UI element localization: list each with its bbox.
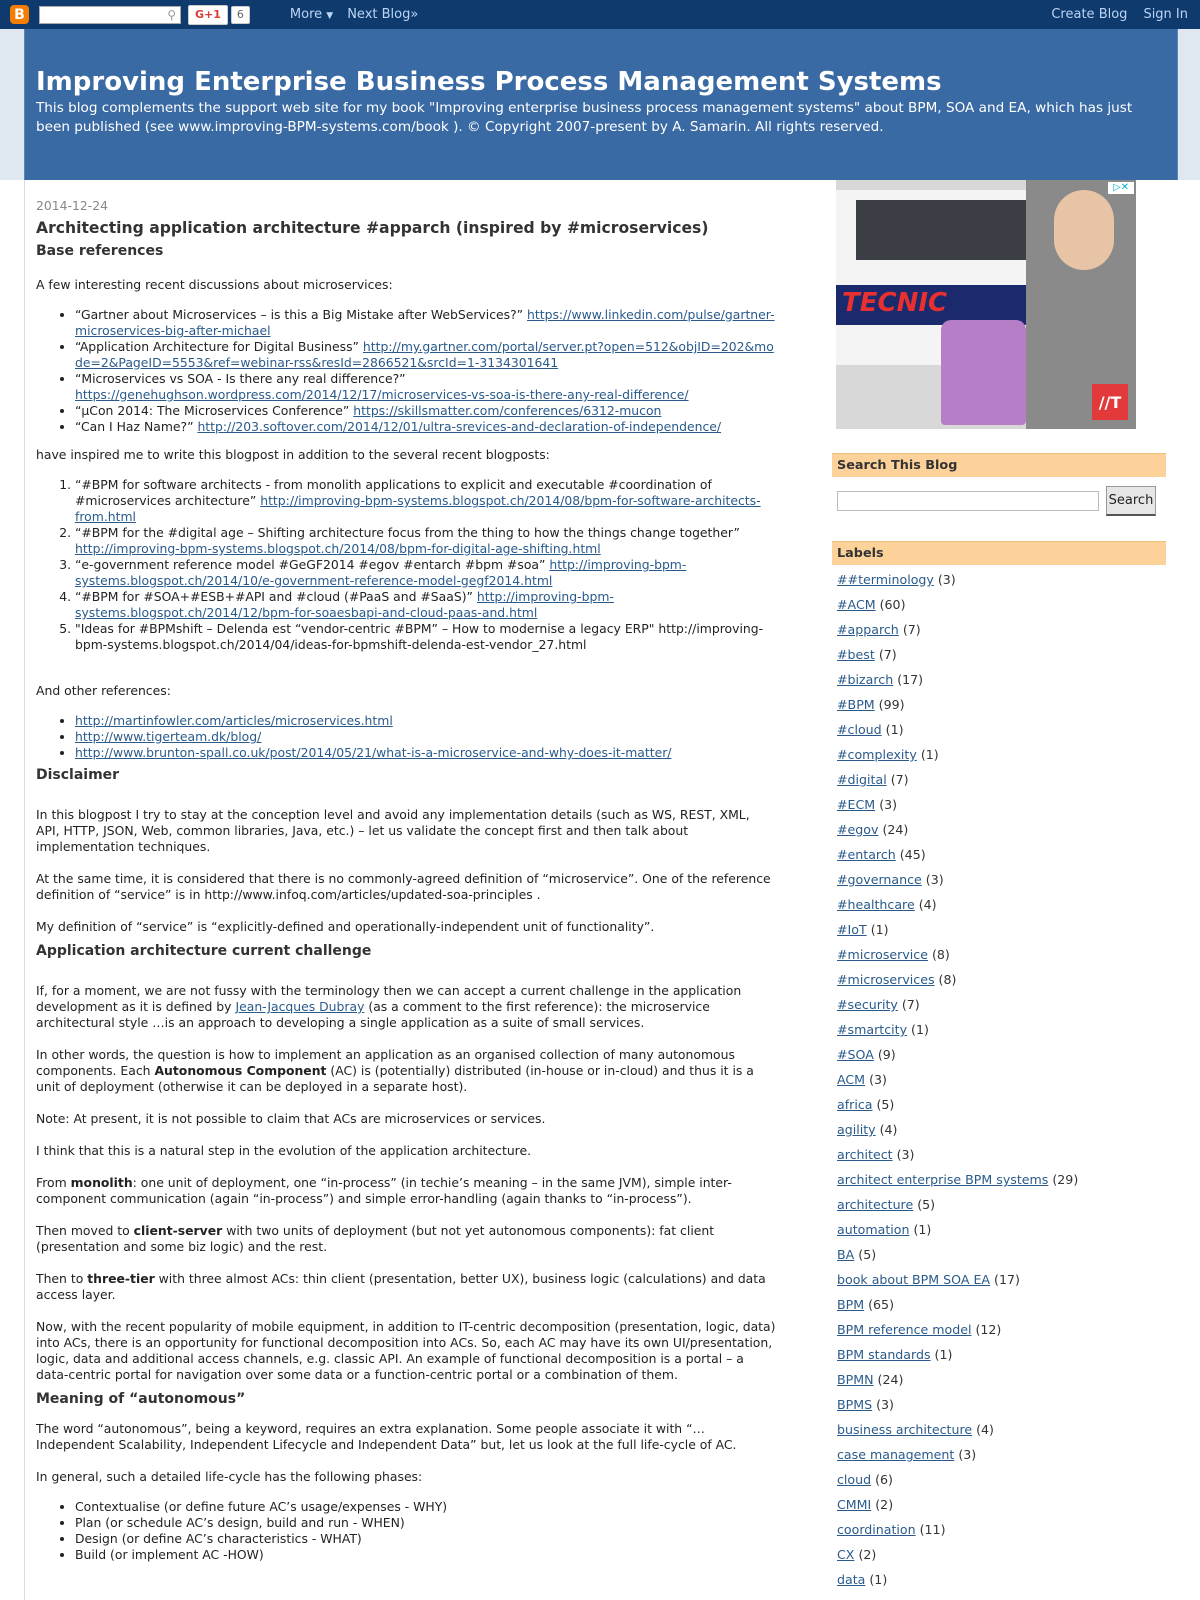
label-item — [837, 1021, 1157, 1046]
label-link[interactable]: CX — [837, 1547, 855, 1562]
inspired-text: have inspired me to write this blogpost in addition to the several recent blogposts: — [36, 447, 550, 462]
label-item — [837, 596, 1157, 621]
list-item — [75, 745, 776, 761]
label-count: (17) — [994, 1272, 1020, 1287]
label-link[interactable]: #entarch — [837, 847, 896, 862]
label-item — [837, 1321, 1157, 1346]
label-item — [837, 1471, 1157, 1496]
disclaimer-paragraph: My definition of “service” is “explicitly-defined and operationally-independent unit of functionality”. — [36, 919, 655, 934]
blog-search-input[interactable] — [837, 491, 1099, 511]
search-widget-title: Search This Blog — [832, 453, 1166, 477]
ad-car-window — [856, 200, 1046, 260]
list-item — [75, 589, 776, 621]
header-background — [0, 29, 1200, 180]
label-item — [837, 621, 1157, 646]
ref-link[interactable]: http://203.softover.com/2014/12/01/ultra-srevices-and-declaration-of-independence/ — [197, 419, 722, 434]
label-item — [837, 1146, 1157, 1171]
gplus-count: 6 — [231, 6, 250, 24]
label-link[interactable]: #IoT — [837, 922, 867, 937]
label-count: (4) — [918, 897, 937, 912]
bold-text: three-tier — [87, 1271, 155, 1286]
other-refs-text: And other references: — [36, 683, 171, 698]
label-item — [837, 996, 1157, 1021]
text: If, for a moment, we are not fussy with the terminology then we can accept a current challenge in the application development as it is defined by — [36, 983, 742, 1014]
references-list-2 — [36, 477, 776, 653]
heading-disclaimer: Disclaimer — [36, 767, 120, 783]
label-count: (9) — [877, 1047, 896, 1062]
label-count: (17) — [897, 672, 924, 687]
label-count: (2) — [875, 1497, 894, 1512]
disclaimer-paragraph: In this blogpost I try to stay at the conception level and avoid any implementation details (such as WS, REST, XML, API, HTTP, JSON, Web, common libraries, Java, etc.) – let us validate the concept first and then talk about implementation techniques. — [36, 807, 750, 854]
blogger-navbar — [0, 0, 1200, 29]
heading-autonomous: Meaning of “autonomous” — [36, 1391, 246, 1407]
ref-text: “Can I Haz Name?” — [75, 419, 198, 434]
references-list-1 — [36, 307, 776, 435]
label-count: (3) — [879, 797, 898, 812]
label-item — [837, 1396, 1157, 1421]
label-item — [837, 771, 1157, 796]
label-link[interactable]: BPM — [837, 1297, 865, 1312]
challenge-paragraph — [36, 1271, 776, 1303]
challenge-paragraph — [36, 1047, 776, 1095]
challenge-paragraph — [36, 1175, 776, 1207]
label-item — [837, 1121, 1157, 1146]
list-item — [75, 371, 776, 403]
label-count: (3) — [869, 1072, 887, 1087]
ref-text: “#BPM for #SOA+#ESB+#API and #cloud (#PaaS and #SaaS)” — [75, 589, 477, 604]
label-count: (7) — [901, 997, 920, 1012]
ref-link[interactable]: http://martinfowler.com/articles/microservices.html — [75, 713, 393, 728]
label-item — [837, 1046, 1157, 1071]
label-count: (1) — [920, 747, 939, 762]
label-count: (1) — [934, 1347, 953, 1362]
label-link[interactable]: case management — [837, 1447, 955, 1462]
blog-description: This blog complements the support web site for my book "Improving enterprise business process management systems" about BPM, SOA and EA, which has just been published (see www.improving-BPM-systems.com/book ). © Copyright 2007-present by A. Samarin. All rights reserved. — [36, 100, 1133, 135]
label-count: (7) — [890, 772, 909, 787]
text: (as a comment to the first reference): the microservice architectural style …is an approach to developing a single application as a suite of small services. — [36, 999, 710, 1030]
text: Then moved to — [36, 1223, 134, 1238]
list-item — [75, 729, 776, 745]
search-button[interactable]: Search — [1106, 486, 1156, 516]
blog-post — [36, 198, 776, 1575]
label-link[interactable]: agility — [837, 1122, 876, 1137]
label-link[interactable]: BPM reference model — [837, 1322, 972, 1337]
ref-text: “Microservices vs SOA - Is there any real difference?” — [75, 371, 406, 386]
ref-link[interactable]: https://skillsmatter.com/conferences/6312-mucon — [353, 403, 662, 418]
label-link[interactable]: #complexity — [837, 747, 917, 762]
ad-logo-badge: //T — [1092, 384, 1128, 420]
label-link[interactable]: #best — [837, 647, 875, 662]
label-count: (1) — [870, 922, 889, 937]
label-count: (1) — [911, 1022, 929, 1037]
ad-brand-text: TECNIC — [842, 288, 948, 318]
label-link[interactable]: architect — [837, 1147, 893, 1162]
label-link[interactable]: business architecture — [837, 1422, 973, 1437]
label-count: (8) — [938, 972, 957, 987]
navbar-search-input[interactable] — [39, 6, 181, 24]
label-item — [837, 971, 1157, 996]
label-item — [837, 1271, 1157, 1296]
challenge-paragraph: Now, with the recent popularity of mobile equipment, in addition to IT-centric decomposition (presentation, logic, data) into ACs, there is an opportunity for functional decomposition into ACs. So, each AC may have its own UI/presentation, logic, data and additional access channels, e.g. classic API. An example of functional decomposition is a portal – a data-centric portal for navigation over some data or a function-centric portal or a combination of them. — [36, 1319, 776, 1382]
label-count: (6) — [875, 1472, 893, 1487]
label-count: (7) — [902, 622, 921, 637]
references-list-3 — [36, 713, 776, 761]
main-column — [24, 180, 807, 1600]
list-item — [75, 713, 776, 729]
labels-widget-title: Labels — [832, 541, 1166, 565]
label-item — [837, 1571, 1157, 1596]
label-link[interactable]: architecture — [837, 1197, 914, 1212]
label-link[interactable]: ACM — [837, 1072, 866, 1087]
ref-text: “#BPM for software architects - from monolith applications to explicit and executable #coordination of #microservices architecture” — [75, 477, 712, 508]
next-blog-link[interactable]: Next Blog» — [347, 7, 419, 22]
label-item — [837, 721, 1157, 746]
gplus-button[interactable]: G+1 — [188, 5, 228, 25]
list-item — [75, 525, 776, 557]
challenge-paragraph: I think that this is a natural step in the evolution of the application architecture. — [36, 1143, 532, 1158]
label-count: (60) — [879, 597, 906, 612]
blogger-logo-icon[interactable]: B — [10, 5, 29, 24]
label-item — [837, 821, 1157, 846]
ref-link[interactable]: https://www.linkedin.com/pulse/gartner-microservices-big-after-michael — [75, 307, 775, 338]
bold-text: monolith — [70, 1175, 133, 1190]
challenge-paragraph — [36, 983, 776, 1031]
label-count: (99) — [878, 697, 905, 712]
heading-base-references: Base references — [36, 243, 164, 259]
label-link[interactable]: #ECM — [837, 797, 876, 812]
adchoices-icon[interactable]: ▷✕ — [1108, 182, 1134, 194]
list-item — [75, 557, 776, 589]
label-link[interactable]: ##terminology — [837, 572, 934, 587]
label-count: (3) — [896, 1147, 915, 1162]
ref-link[interactable]: http://improving-bpm-systems.blogspot.ch/2014/08/bpm-for-digital-age-shifting.html — [75, 541, 601, 556]
text: with two units of deployment (but not yet autonomous components): fat client (presentation and some biz logic) and the rest. — [36, 1223, 715, 1254]
label-link[interactable]: #egov — [837, 822, 879, 837]
label-item — [837, 571, 1157, 596]
label-link[interactable]: #digital — [837, 772, 887, 787]
list-item — [75, 339, 776, 371]
label-item — [837, 871, 1157, 896]
label-item — [837, 1371, 1157, 1396]
label-item — [837, 1246, 1157, 1271]
more-menu[interactable] — [290, 7, 333, 22]
label-item — [837, 796, 1157, 821]
text: In other words, the question is how to implement an application as an organised collection of many autonomous components. Each — [36, 1047, 735, 1078]
advertisement-banner[interactable] — [836, 180, 1136, 429]
ad-face-image — [1054, 190, 1114, 270]
ref-text: “Gartner about Microservices – is this a Big Mistake after WebServices?” — [75, 307, 528, 322]
label-item — [837, 1071, 1157, 1096]
label-link[interactable]: #healthcare — [837, 897, 915, 912]
label-count: (1) — [869, 1572, 888, 1587]
label-link[interactable]: BPMS — [837, 1397, 873, 1412]
label-count: (5) — [876, 1097, 895, 1112]
bold-text: client-server — [133, 1223, 223, 1238]
label-link[interactable]: CMMI — [837, 1497, 872, 1512]
list-item — [75, 307, 776, 339]
label-count: (11) — [919, 1522, 946, 1537]
label-count: (29) — [1052, 1172, 1079, 1187]
ref-link[interactable]: http://www.brunton-spall.co.uk/post/2014/05/21/what-is-a-microservice-and-why-does-it-matter/ — [75, 745, 672, 760]
label-count: (12) — [975, 1322, 1002, 1337]
label-count: (5) — [917, 1197, 936, 1212]
text: From — [36, 1175, 71, 1190]
search-icon[interactable]: ⚲ — [167, 7, 176, 22]
label-link[interactable]: #smartcity — [837, 1022, 908, 1037]
label-link[interactable]: #microservice — [837, 947, 928, 962]
label-item — [837, 946, 1157, 971]
create-blog-link[interactable]: Create Blog — [1051, 7, 1128, 22]
ref-text: “e-government reference model #GeGF2014 #egov #entarch #bpm #soa” — [75, 557, 550, 572]
labels-list — [837, 571, 1157, 1596]
label-item — [837, 1221, 1157, 1246]
list-item — [75, 403, 776, 419]
ref-text: “µCon 2014: The Microservices Conference” — [75, 403, 354, 418]
author-link[interactable]: Jean-Jacques Dubray — [235, 999, 365, 1014]
label-item — [837, 1421, 1157, 1446]
label-count: (45) — [899, 847, 926, 862]
disclaimer-paragraph: At the same time, it is considered that there is no commonly-agreed definition of “microservice”. One of the reference definition of “service” is in http://www.infoq.com/articles/updated-soa-principles . — [36, 871, 771, 902]
label-item — [837, 746, 1157, 771]
label-item — [837, 1346, 1157, 1371]
label-link[interactable]: africa — [837, 1097, 873, 1112]
label-item — [837, 1171, 1157, 1196]
label-count: (3) — [925, 872, 944, 887]
label-item — [837, 1496, 1157, 1521]
label-link[interactable]: cloud — [837, 1472, 872, 1487]
label-link[interactable]: architect enterprise BPM systems — [837, 1172, 1049, 1187]
challenge-paragraph — [36, 1223, 776, 1255]
label-link[interactable]: data — [837, 1572, 866, 1587]
autonomous-paragraph: The word “autonomous”, being a keyword, requires an extra explanation. Some people associate it with “…Independent Scalability, Independent Lifecycle and Independent Data” but, let us look at the full life-cycle of AC. — [36, 1421, 737, 1452]
label-item — [837, 1521, 1157, 1546]
label-link[interactable]: #ACM — [837, 597, 876, 612]
label-link[interactable]: BPMN — [837, 1372, 874, 1387]
label-link[interactable]: BA — [837, 1247, 855, 1262]
list-item — [75, 477, 776, 525]
ref-link[interactable]: http://improving-bpm-systems.blogspot.ch/2014/08/bpm-for-software-architects-from.html — [75, 493, 761, 524]
label-count: (1) — [913, 1222, 932, 1237]
label-link[interactable]: book about BPM SOA EA — [837, 1272, 991, 1287]
label-count: (5) — [858, 1247, 877, 1262]
ref-link[interactable]: http://www.tigerteam.dk/blog/ — [75, 729, 262, 744]
label-item — [837, 1096, 1157, 1121]
list-item: • Design (or define AC’s characteristics - WHAT) — [75, 1531, 776, 1547]
list-item — [75, 621, 776, 653]
label-count: (4) — [879, 1122, 898, 1137]
label-item — [837, 1546, 1157, 1571]
label-link[interactable]: #cloud — [837, 722, 882, 737]
label-item — [837, 1446, 1157, 1471]
sign-in-link[interactable]: Sign In — [1143, 7, 1188, 22]
list-item: • Plan (or schedule AC’s design, build and run - WHEN) — [75, 1515, 776, 1531]
label-item — [837, 896, 1157, 921]
list-item — [75, 419, 776, 435]
bold-text: Autonomous Component — [154, 1063, 327, 1078]
blog-title[interactable]: Improving Enterprise Business Process Management Systems — [36, 67, 942, 97]
label-link[interactable]: automation — [837, 1222, 910, 1237]
label-item — [837, 921, 1157, 946]
label-item — [837, 846, 1157, 871]
label-link[interactable]: #BPM — [837, 697, 875, 712]
post-title[interactable]: Architecting application architecture #apparch (inspired by #microservices) — [36, 219, 709, 237]
label-count: (3) — [958, 1447, 977, 1462]
label-count: (2) — [858, 1547, 877, 1562]
label-item — [837, 671, 1157, 696]
text: : one unit of deployment, one “in-process” (in techie’s meaning – in the same JVM), simple inter-component communication (again “in-process”) and simple error-handling (again thanks to “in-process”). — [36, 1175, 732, 1206]
label-link[interactable]: #microservices — [837, 972, 935, 987]
text: Then to — [36, 1271, 88, 1286]
ad-cake-image — [941, 320, 1026, 425]
label-count: (8) — [931, 947, 950, 962]
label-count: (24) — [877, 1372, 904, 1387]
label-link[interactable]: #governance — [837, 872, 922, 887]
ref-text: "Ideas for #BPMshift – Delenda est “vendor-centric #BPM” – How to modernise a legacy ERP" http://improving-bpm-systems.blogspot.ch/2014/04/ideas-for-bpmshift-delenda-est-vendor_27.html — [75, 621, 764, 652]
label-count: (1) — [885, 722, 904, 737]
intro-text: A few interesting recent discussions about microservices: — [36, 277, 393, 292]
text: with three almost ACs: thin client (presentation, better UX), business logic (calculations) and data access layer. — [36, 1271, 766, 1302]
label-count: (65) — [868, 1297, 894, 1312]
label-count: (24) — [882, 822, 909, 837]
list-item: • Contextualise (or define future AC’s usage/expenses - WHY) — [75, 1499, 776, 1515]
label-count: (4) — [976, 1422, 994, 1437]
ref-link[interactable]: http://improving-bpm-systems.blogspot.ch/2014/10/e-government-reference-model-gegf2014.html — [75, 557, 687, 588]
more-label: More — [289, 7, 323, 22]
label-item — [837, 646, 1157, 671]
ref-text: “Application Architecture for Digital Business” — [75, 339, 363, 354]
label-link[interactable]: BPM standards — [837, 1347, 931, 1362]
phases-list — [36, 1499, 776, 1563]
label-link[interactable]: #security — [837, 997, 898, 1012]
label-count: (3) — [876, 1397, 894, 1412]
heading-challenge: Application architecture current challenge — [36, 943, 372, 959]
label-link[interactable]: #apparch — [837, 622, 899, 637]
chevron-down-icon: ▼ — [326, 11, 334, 21]
label-count: (7) — [878, 647, 897, 662]
post-date: 2014-12-24 — [36, 198, 109, 213]
list-item: • Build (or implement AC -HOW) — [75, 1547, 776, 1563]
label-link[interactable]: coordination — [837, 1522, 916, 1537]
text: (AC) is (potentially) distributed (in-house or in-cloud) and thus it is a unit of deployment (otherwise it can be deployed in a separate host). — [36, 1063, 754, 1094]
blog-header — [24, 29, 1178, 180]
label-item — [837, 696, 1157, 721]
label-link[interactable]: #SOA — [837, 1047, 874, 1062]
ref-link[interactable]: http://my.gartner.com/portal/server.pt?open=512&objID=202&mode=2&PageID=5553&ref=webinar-rss&resId=2866521&srcId=1-3134301641 — [75, 339, 774, 370]
label-item — [837, 1296, 1157, 1321]
ref-text: “#BPM for the #digital age – Shifting architecture focus from the thing to how the things change together” — [75, 525, 740, 540]
label-link[interactable]: #bizarch — [837, 672, 894, 687]
ref-link[interactable]: https://genehughson.wordpress.com/2014/12/17/microservices-vs-soa-is-there-any-real-difference/ — [75, 387, 689, 402]
label-item — [837, 1196, 1157, 1221]
label-count: (3) — [937, 572, 956, 587]
ref-link[interactable]: http://improving-bpm-systems.blogspot.ch/2014/12/bpm-for-soaesbapi-and-cloud-paas-and.html — [75, 589, 614, 620]
challenge-paragraph: Note: At present, it is not possible to claim that ACs are microservices or services. — [36, 1111, 546, 1126]
autonomous-paragraph: In general, such a detailed life-cycle has the following phases: — [36, 1469, 423, 1484]
